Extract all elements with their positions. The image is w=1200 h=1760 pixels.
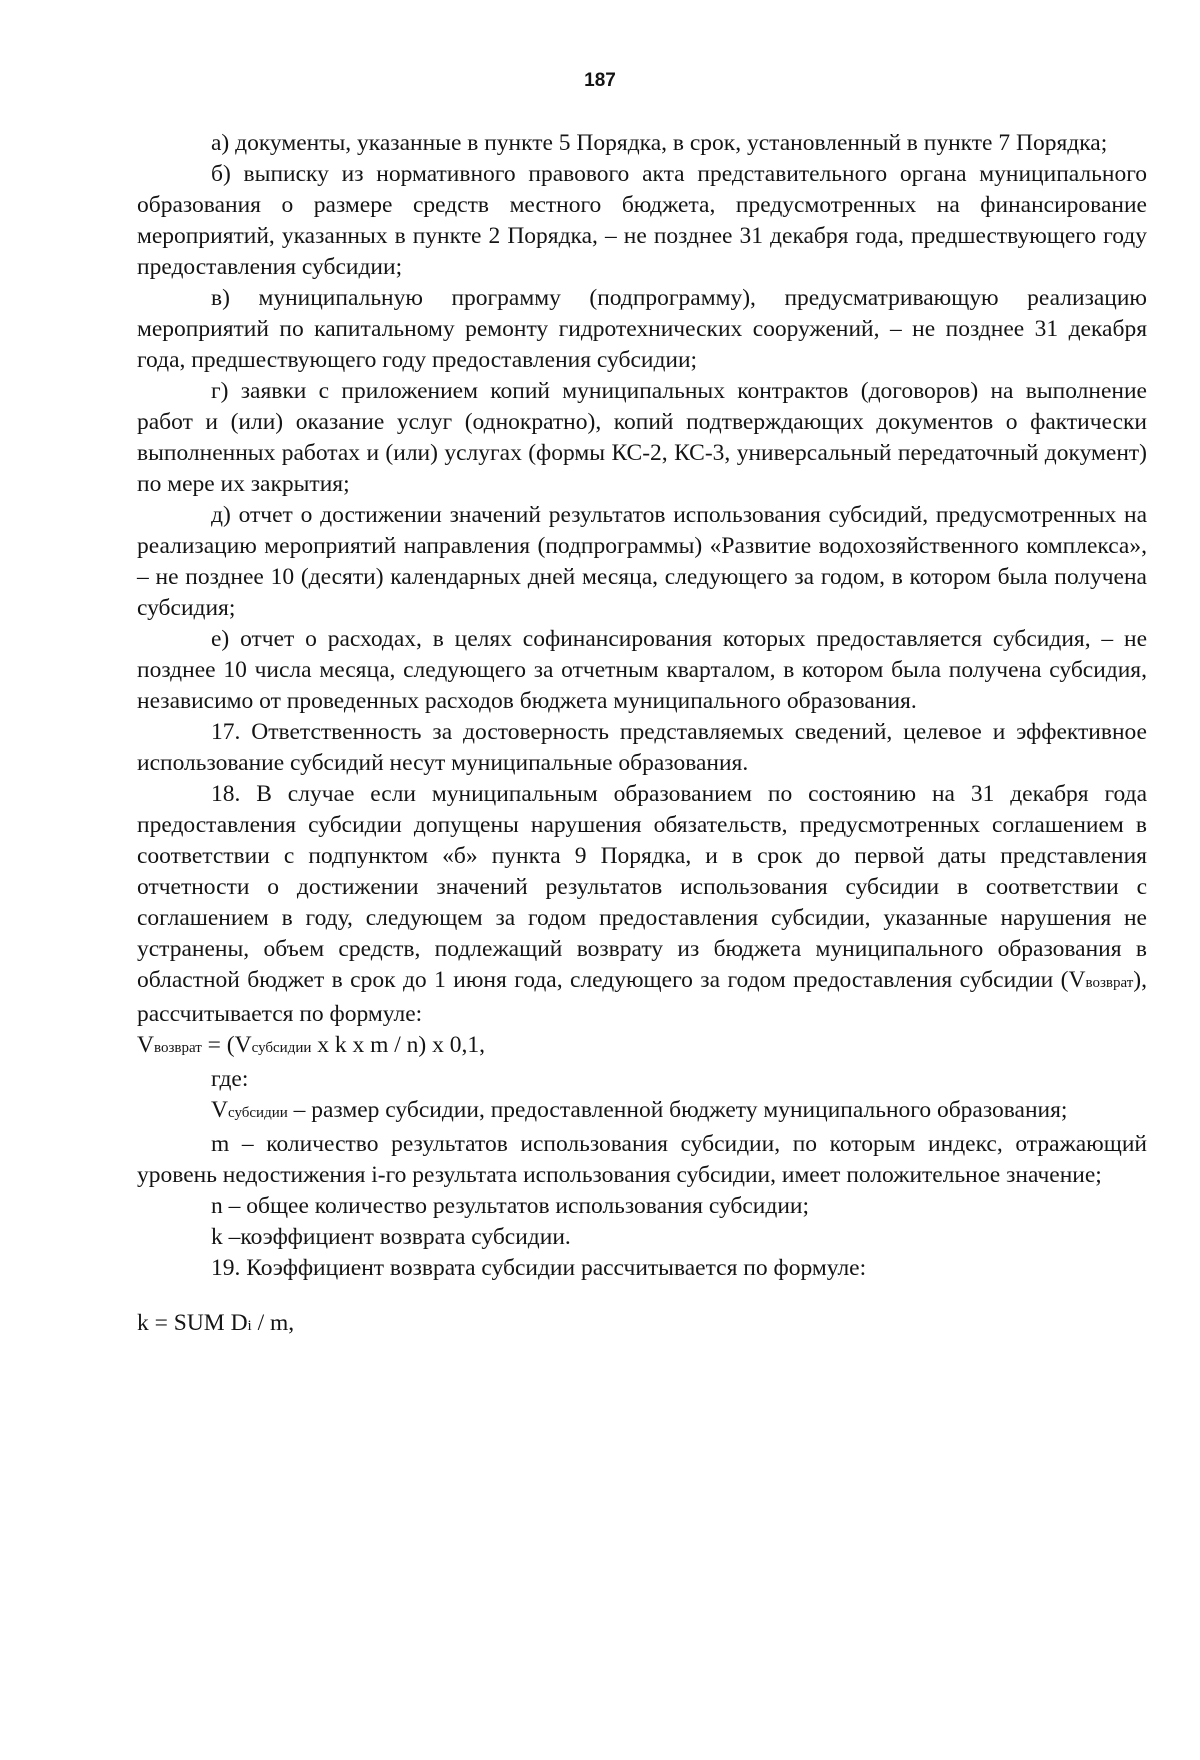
item-a: а) документы, указанные в пункте 5 Порядка, в срок, установленный в пункте 7 Порядка; xyxy=(211,130,1108,156)
formula-lhs: V xyxy=(137,1032,154,1058)
formula-k xyxy=(137,1308,1147,1342)
section-18 xyxy=(137,779,1147,1030)
definition-v-symbol: V xyxy=(211,1097,228,1123)
formula-return-volume xyxy=(137,1030,1147,1064)
section-17: 17. Ответственность за достоверность представляемых сведений, целевое и эффективное использование субсидий несут муниципальные образования. xyxy=(137,719,1147,776)
section-18-text: 18. В случае если муниципальным образованием по состоянию на 31 декабря года предоставления субсидии допущены нарушения обязательств, предусмотренных соглашением в соответствии с подпунктом «б» пункта 9 Порядка, и в срок до первой даты представления отчетности о достижении значений результатов использования субсидии в соответствии с соглашением в году, следующем за годом предоставления субсидии, указанные нарушения не устранены, объем средств, подлежащий возврату из бюджета муниципального образования в областной бюджет в срок до 1 июня года, следующего за годом предоставления субсидии (V xyxy=(137,781,1147,993)
formula-k-post: / m, xyxy=(251,1310,295,1336)
section-19: 19. Коэффициент возврата субсидии рассчитывается по формуле: xyxy=(211,1255,867,1281)
item-v: в) муниципальную программу (подпрограмму), предусматривающую реализацию мероприятий по капитальному ремонту гидротехнических сооружений, – не позднее 31 декабря года, предшествующего году предоставления субсидии; xyxy=(137,285,1147,373)
formula-k-subscript: i xyxy=(247,1318,252,1334)
where-label: где: xyxy=(211,1066,249,1092)
item-e: е) отчет о расходах, в целях софинансирования которых предоставляется субсидия, – не позднее 10 числа месяца, следующего за отчетным кварталом, в котором была получена субсидия, независимо от проведенных расходов бюджета муниципального образования. xyxy=(137,626,1147,714)
formula-lhs-subscript: возврат xyxy=(153,1040,202,1056)
definition-m: m – количество результатов использования субсидии, по которым индекс, отражающий уровень недостижения i-го результата использования субсидии, имеет положительное значение; xyxy=(137,1131,1147,1188)
definition-v-text: – размер субсидии, предоставленной бюджету муниципального образования; xyxy=(287,1097,1068,1123)
definition-n: n – общее количество результатов использования субсидии; xyxy=(211,1193,810,1219)
section-18-subscript: возврат xyxy=(1085,975,1134,991)
page-number: 187 xyxy=(584,70,616,91)
formula-mid-subscript: субсидии xyxy=(251,1040,312,1056)
item-d: д) отчет о достижении значений результатов использования субсидий, предусмотренных на реализацию мероприятий направления (подпрограммы) «Развитие водохозяйственного комплекса», – не позднее 10 (десяти) календарных дней месяца, следующего за годом, в котором была получена субсидия; xyxy=(137,502,1147,621)
formula-k-pre: k = SUM D xyxy=(137,1310,248,1336)
definition-v xyxy=(137,1095,1147,1129)
section-18-text-end: ), рассчитывается по формуле: xyxy=(137,967,1147,1027)
formula-mid: = (V xyxy=(201,1032,252,1058)
document-body xyxy=(137,128,1147,1342)
definition-k: k –коэффициент возврата субсидии. xyxy=(211,1224,571,1250)
item-b: б) выписку из нормативного правового акта представительного органа муниципального образования о размере средств местного бюджета, предусмотренных на финансирование мероприятий, указанных в пункте 2 Порядка, – не позднее 31 декабря года, предшествующего году предоставления субсидии; xyxy=(137,161,1147,280)
formula-rhs: x k x m / n) x 0,1, xyxy=(311,1032,486,1058)
definition-v-subscript: субсидии xyxy=(227,1105,288,1121)
item-g: г) заявки с приложением копий муниципальных контрактов (договоров) на выполнение работ и (или) оказание услуг (однократно), копий подтверждающих документов о фактически выполненных работах и (или) услугах (формы КС-2, КС-3, универсальный передаточный документ) по мере их закрытия; xyxy=(137,378,1147,497)
